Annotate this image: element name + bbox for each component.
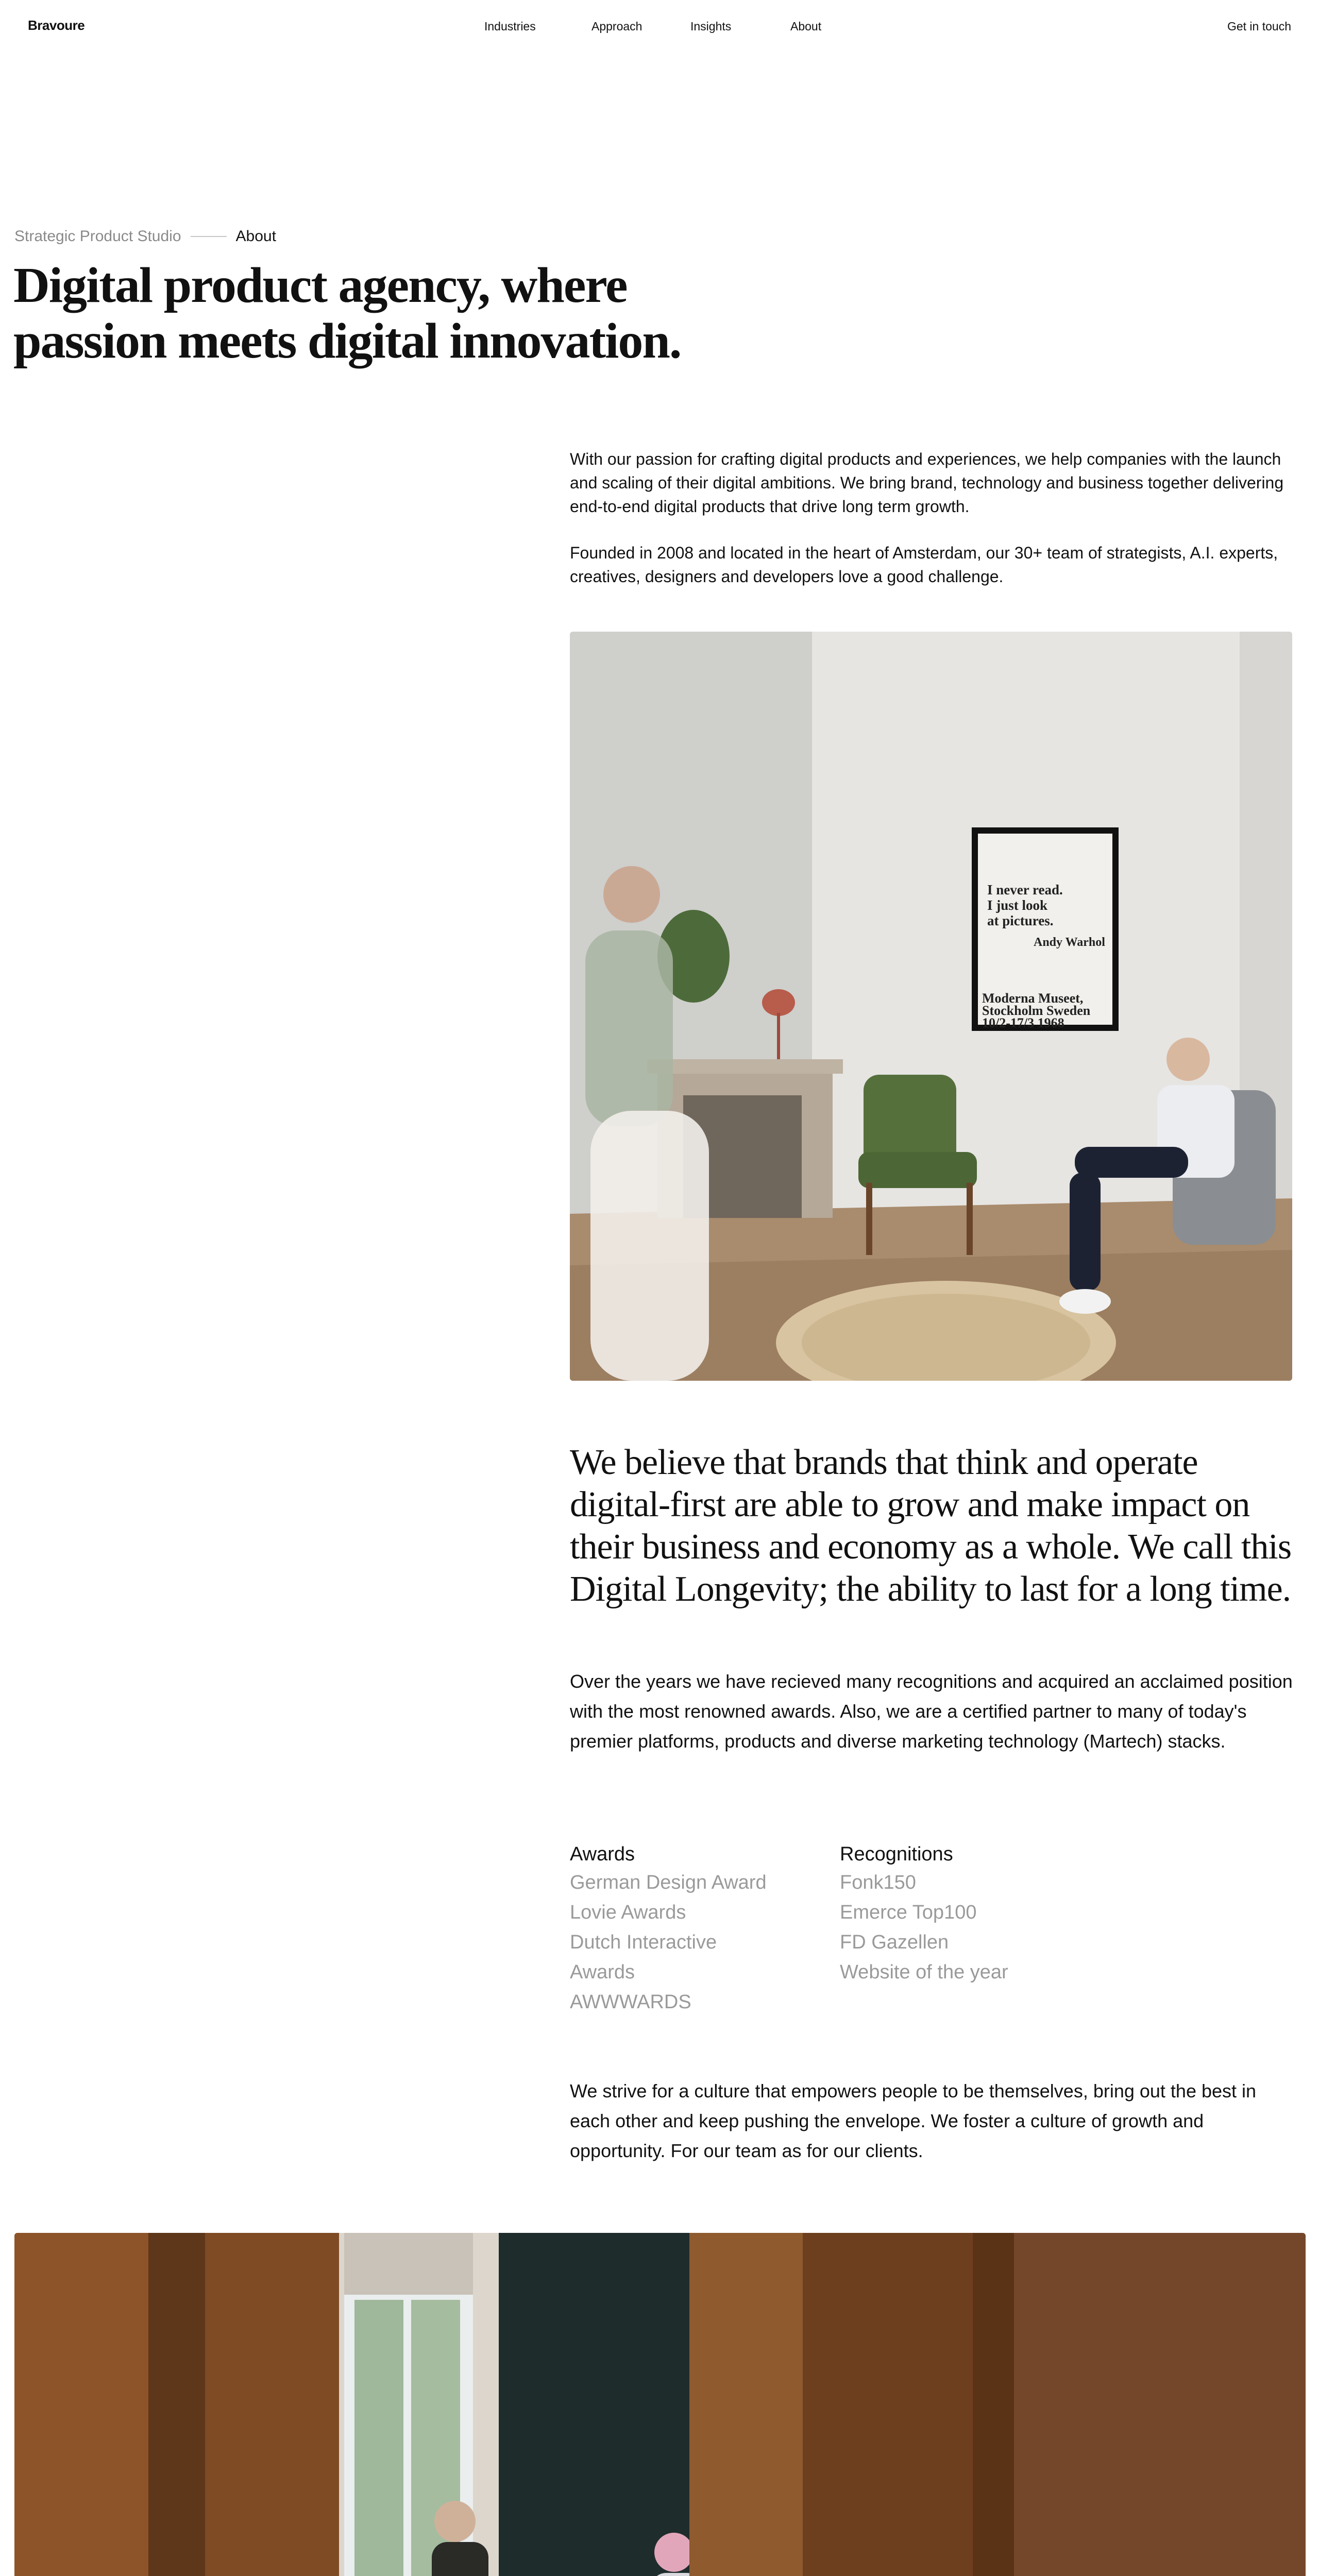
awards-title: Awards xyxy=(570,1843,635,1865)
poster-quote-3: at pictures. xyxy=(987,913,1054,928)
culture-paragraph: We strive for a culture that empowers people to be themselves, bring out the best in each other and keep pushing the envelope. We foster a culture of growth and opportunity. For our team as for our clients. xyxy=(570,2080,1257,2161)
awards-column xyxy=(570,1843,817,2017)
page-title xyxy=(13,258,709,369)
poster-venue-2: Stockholm Sweden xyxy=(982,1003,1091,1018)
nav-approach[interactable]: Approach xyxy=(591,20,642,33)
poster-venue-1: Moderna Museet, xyxy=(982,991,1084,1006)
award-item: German Design Award xyxy=(570,1872,767,1893)
page-title-line-1: Digital product agency, where xyxy=(13,258,627,313)
team-photo xyxy=(14,2233,1306,2576)
intro-paragraph-1: With our passion for crafting digital products and experiences, we help companies with the launch and scaling of their digital ambitions. We bring brand, technology and business together delivering end-to-end digital products that drive long term growth. xyxy=(570,450,1284,516)
poster-quote-1: I never read. xyxy=(987,882,1063,897)
intro-paragraph-2: Founded in 2008 and located in the heart of Amsterdam, our 30+ team of strategists, A.I. experts, creatives, designers and developers love a good challenge. xyxy=(570,544,1278,586)
nav-industries[interactable]: Industries xyxy=(484,20,536,33)
get-in-touch-link[interactable]: Get in touch xyxy=(1227,20,1291,33)
nav-about[interactable]: About xyxy=(790,20,822,33)
recognition-item: FD Gazellen xyxy=(840,1931,949,1953)
poster-venue-3: 10/2-17/3 1968 xyxy=(982,1015,1064,1030)
recognition-paragraph: Over the years we have recieved many recognitions and acquired an acclaimed position with the most renowned awards. Also, we are a certified partner to many of today's premier platforms, products and diverse marketing technology (Martech) stacks. xyxy=(570,1671,1293,1752)
nav-insights[interactable]: Insights xyxy=(690,20,732,33)
recognition-item: Fonk150 xyxy=(840,1872,916,1893)
poster-quote-2: I just look xyxy=(987,897,1048,913)
poster-author: Andy Warhol xyxy=(1034,936,1105,949)
recognition-item: Website of the year xyxy=(840,1961,1008,1983)
award-item: AWWWARDS xyxy=(570,1991,691,2013)
award-item: Dutch Interactive Awards xyxy=(570,1931,717,1983)
breadcrumb-parent[interactable]: Strategic Product Studio xyxy=(14,228,181,245)
award-item: Lovie Awards xyxy=(570,1902,686,1923)
breadcrumb-current: About xyxy=(235,228,276,245)
office-photo xyxy=(570,632,1292,1381)
belief-statement: We believe that brands that think and operate digital-first are able to grow and make impact on their business and economy as a whole. We call this Digital Longevity; the ability to last for a long time. xyxy=(570,1443,1292,1609)
page-title-line-2: passion meets digital innovation. xyxy=(13,313,681,369)
logo[interactable]: Bravoure xyxy=(28,18,85,33)
recognitions-title: Recognitions xyxy=(840,1843,953,1865)
breadcrumb-divider xyxy=(191,236,227,237)
recognition-item: Emerce Top100 xyxy=(840,1902,977,1923)
breadcrumb xyxy=(14,228,276,245)
recognitions-column xyxy=(840,1843,1108,1987)
